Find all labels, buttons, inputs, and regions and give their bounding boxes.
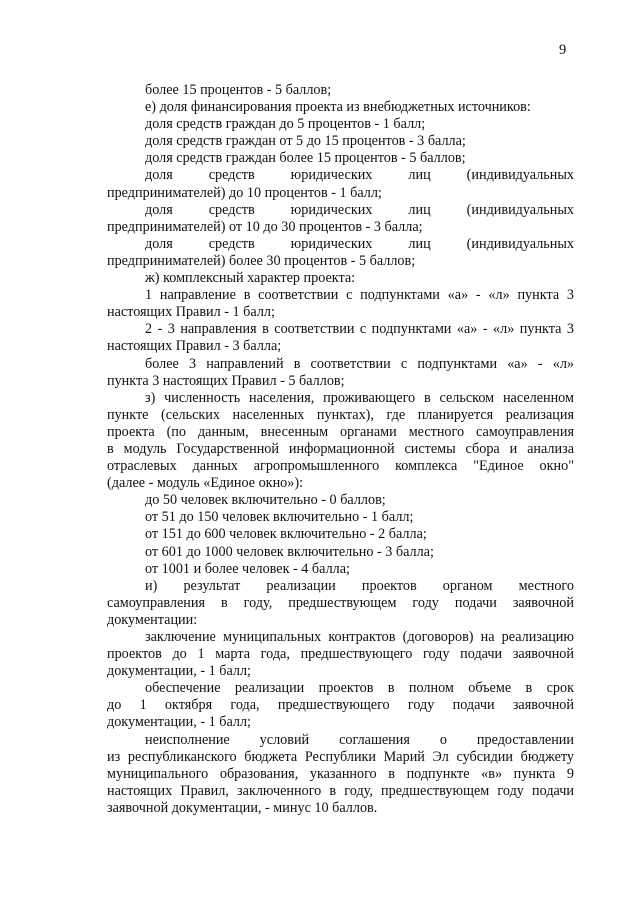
text-line: (далее - модуль «Единое окно»): [107, 475, 304, 492]
text-line: з) численность населения, проживающего в сельском населенном [145, 389, 574, 406]
text-line: и) результат реализации проектов органом местного [145, 577, 574, 594]
text-line: заявочной документации, - минус 10 баллов. [107, 799, 378, 816]
text-line: до 50 человек включительно - 0 баллов; [145, 492, 386, 509]
text-line: документации: [107, 611, 198, 628]
text-line: проектов до 1 марта года, предшествующего году подачи заявочной [107, 646, 574, 663]
text-line: предпринимателей) более 30 процентов - 5 баллов; [107, 252, 416, 269]
text-line: из республиканского бюджета Республики Марий Эл субсидии бюджету [107, 748, 574, 765]
text-line: более 3 направлений в соответствии с подпунктами «а» - «л» [145, 355, 574, 372]
text-line: самоуправления в году, предшествующем году подачи заявочной [107, 594, 574, 611]
document-body [107, 82, 574, 817]
text-line: предпринимателей) до 10 процентов - 1 балл; [107, 184, 382, 201]
text-line: настоящих Правил - 3 балла; [107, 338, 282, 355]
text-line: доля средств юридических лиц (индивидуальных [145, 167, 574, 184]
text-line: неисполнение условий соглашения о предоставлении [145, 731, 574, 748]
text-line: настоящих Правил - 1 балл; [107, 304, 275, 321]
text-line: пункте (сельских населенных пунктах), где планируется реализация [107, 406, 574, 423]
text-line: от 151 до 600 человек включительно - 2 балла; [145, 526, 427, 543]
text-line: заключение муниципальных контрактов (договоров) на реализацию [145, 629, 574, 645]
text-line: муниципального образования, указанного в подпункте «в» пункта 9 [107, 765, 574, 782]
text-line: 1 направление в соответствии с подпунктами «а» - «л» пункта 3 [145, 287, 574, 304]
text-line: предпринимателей) от 10 до 30 процентов - 3 балла; [107, 218, 423, 235]
text-line: документации, - 1 балл; [107, 663, 251, 680]
text-line: в модуль Государственной информационной системы сбора и анализа [107, 440, 574, 457]
text-line: доля средств граждан более 15 процентов - 5 баллов; [145, 150, 466, 167]
text-line: документации, - 1 балл; [107, 714, 251, 731]
text-line: пункта 3 настоящих Правил - 5 баллов; [107, 372, 345, 389]
text-line: от 1001 и более человек - 4 балла; [145, 560, 350, 577]
text-line: обеспечение реализации проектов в полном объеме в срок [145, 680, 574, 697]
text-line: доля средств граждан от 5 до 15 процентов - 3 балла; [145, 133, 466, 150]
page-number: 9 [559, 42, 567, 58]
text-line: настоящих Правил, заключенного в году, предшествующем году подачи [107, 782, 574, 799]
text-line: до 1 октября года, предшествующего году подачи заявочной [107, 697, 574, 714]
text-line: доля средств юридических лиц (индивидуальных [145, 235, 574, 252]
text-line: доля средств граждан до 5 процентов - 1 балл; [145, 116, 426, 133]
text-line: доля средств юридических лиц (индивидуальных [145, 201, 574, 218]
text-line: е) доля финансирования проекта из внебюджетных источников: [145, 99, 531, 116]
text-line: от 51 до 150 человек включительно - 1 балл; [145, 509, 414, 526]
text-line: проекта (по данным, внесенным органами местного самоуправления [107, 423, 574, 440]
text-line: более 15 процентов - 5 баллов; [145, 82, 332, 98]
text-line: отраслевых данных агропромышленного комплекса "Единое окно" [107, 458, 574, 475]
text-line: ж) комплексный характер проекта: [145, 270, 356, 287]
text-line: 2 - 3 направления в соответствии с подпунктами «а» - «л» пункта 3 [145, 321, 574, 338]
text-line: от 601 до 1000 человек включительно - 3 балла; [145, 543, 434, 560]
